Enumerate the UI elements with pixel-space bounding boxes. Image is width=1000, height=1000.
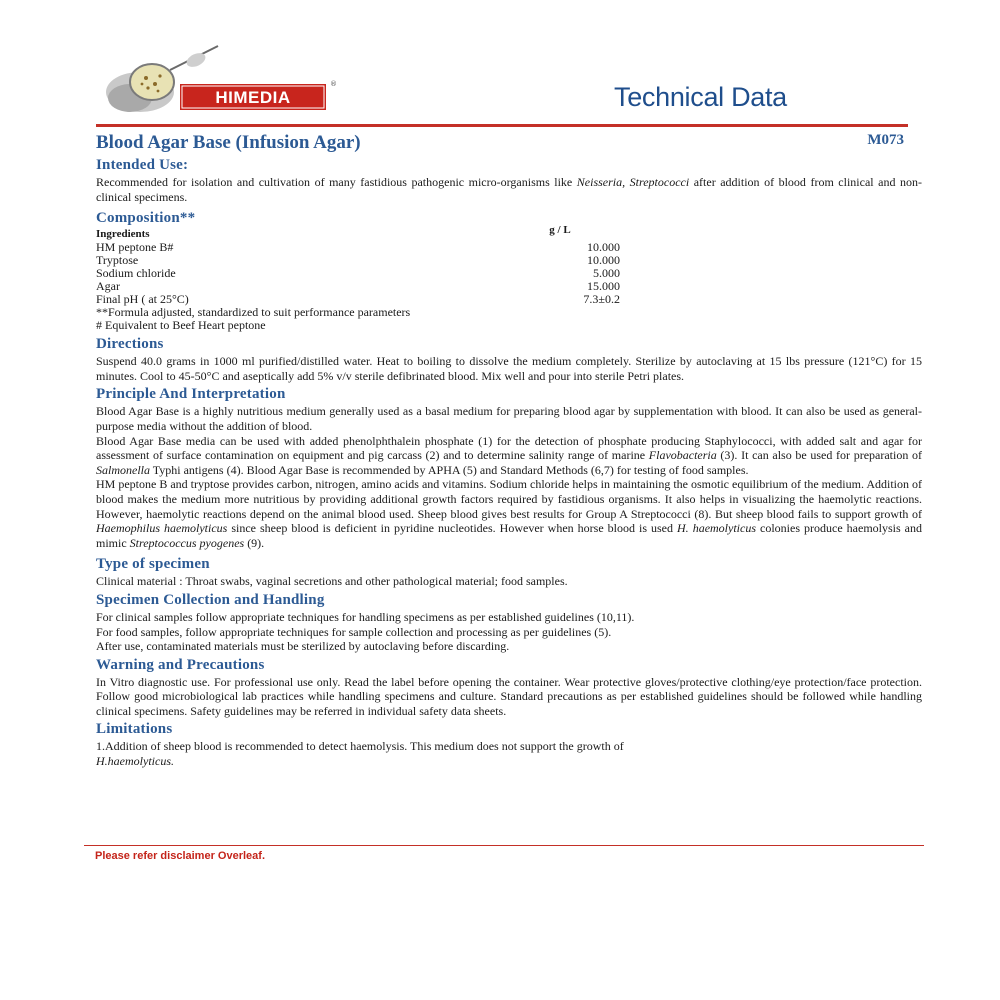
specimen-collection-heading: Specimen Collection and Handling bbox=[96, 591, 325, 608]
composition-footnote: **Formula adjusted, standardized to suit performance parameters bbox=[96, 305, 411, 320]
specimen-collection-line: For food samples, follow appropriate techniques for sample collection and processing as per guidelines (5). bbox=[96, 624, 612, 639]
specimen-collection-line: For clinical samples follow appropriate techniques for handling specimens as per established guidelines (10,11). bbox=[96, 609, 635, 624]
ingredients-column-header: Ingredients bbox=[96, 228, 150, 241]
technical-data-header: Technical Data bbox=[614, 82, 787, 112]
composition-footnote: # Equivalent to Beef Heart peptone bbox=[96, 318, 266, 333]
header-rule bbox=[96, 124, 908, 127]
svg-text:®: ® bbox=[330, 80, 337, 88]
disclaimer-note: Please refer disclaimer Overleaf. bbox=[95, 850, 265, 862]
composition-header-row bbox=[96, 224, 620, 241]
specimen-collection-line: After use, contaminated materials must be sterilized by autoclaving before discarding. bbox=[96, 639, 510, 654]
document-body bbox=[96, 155, 922, 769]
directions-text: Suspend 40.0 grams in 1000 ml purified/distilled water. Heat to boiling to dissolve the medium completely. Sterilize by autoclaving at 15 lbs pressure (121°C) for 15 minutes. Cool to 45-50°C and aseptically add 5% v/v sterile defibrinated blood. Mix well and pour into sterile Petri plates. bbox=[96, 354, 922, 383]
svg-text:HIMEDIA: HIMEDIA bbox=[215, 88, 291, 107]
principle-paragraph: HM peptone B and tryptose provides carbon, nitrogen, amino acids and vitamins. Sodium chloride helps in maintaining the osmotic equilibrium of the medium. Addition of blood makes the medium more nutritious by providing additional growth factors required by fastidious organisms. It also helps in visualizing the haemolytic reactions. However, haemolytic reactions depend on the animal blood used. Sheep blood gives best results for Group A Streptococci (8). But sheep blood fails to support growth of Haemophilus haemolyticus since sheep blood is deficient in pyridine nucleotides. However when horse blood is used H. haemolyticus colonies produce haemolysis and mimic Streptococcus pyogenes (9). bbox=[96, 477, 923, 550]
unit-column-header: g / L bbox=[549, 224, 571, 237]
directions-heading: Directions bbox=[96, 336, 164, 353]
warning-text: In Vitro diagnostic use. For professional use only. Read the label before opening the container. Wear protective gloves/protective clothing/eye protection/face protection. Follow good microbiological lab practices while handling specimens and culture. Standard precautions as per established guidelines should be followed while handling clinical specimens. Safety guidelines may be referred in individual safety data sheets. bbox=[96, 674, 922, 718]
composition-table bbox=[96, 224, 922, 333]
composition-row: HM peptone B# 10.000 bbox=[96, 240, 620, 255]
warning-heading: Warning and Precautions bbox=[96, 656, 265, 673]
composition-row: Final pH ( at 25°C) 7.3±0.2 bbox=[96, 292, 620, 307]
intended-use-heading: Intended Use: bbox=[96, 157, 189, 173]
principle-paragraph: Blood Agar Base is a highly nutritious medium generally used as a basal medium for preparing blood agar by supplementation with blood. It can also be used as general-purpose media without the addition of blood. bbox=[96, 404, 922, 433]
composition-row: Tryptose 10.000 bbox=[96, 253, 620, 268]
limitations-heading: Limitations bbox=[96, 721, 173, 738]
composition-row: Agar 15.000 bbox=[96, 279, 620, 294]
product-code: M073 bbox=[867, 132, 904, 148]
himedia-logo bbox=[100, 40, 340, 120]
principle-paragraph: Blood Agar Base media can be used with added phenolphthalein phosphate (1) for the detection of phosphate producing Staphylococci, with added salt and agar for assessment of surface contamination on equipment and pig carcass (2) and to determine salinity range of marine Flavobacteria (3). It can also be used for preparation of Salmonella Typhi antigens (4). Blood Agar Base is recommended by APHA (5) and Standard Methods (6,7) for testing of food samples. bbox=[96, 433, 922, 477]
document-title: Blood Agar Base (Infusion Agar) bbox=[96, 132, 361, 153]
footer-rule bbox=[84, 845, 924, 846]
principle-heading: Principle And Interpretation bbox=[96, 386, 286, 403]
intended-use-text: Recommended for isolation and cultivation of many fastidious pathogenic micro-organisms like Neisseria, Streptococci after addition of blood from clinical and non-clinical specimens. bbox=[96, 175, 922, 204]
composition-row: Sodium chloride 5.000 bbox=[96, 266, 620, 281]
specimen-type-text: Clinical material : Throat swabs, vaginal secretions and other pathological material; food samples. bbox=[96, 574, 568, 589]
specimen-type-heading: Type of specimen bbox=[96, 556, 210, 573]
limitations-text: 1.Addition of sheep blood is recommended to detect haemolysis. This medium does not support the growth of H.haemolyticus. bbox=[96, 739, 624, 769]
composition-heading: Composition** bbox=[96, 210, 196, 227]
